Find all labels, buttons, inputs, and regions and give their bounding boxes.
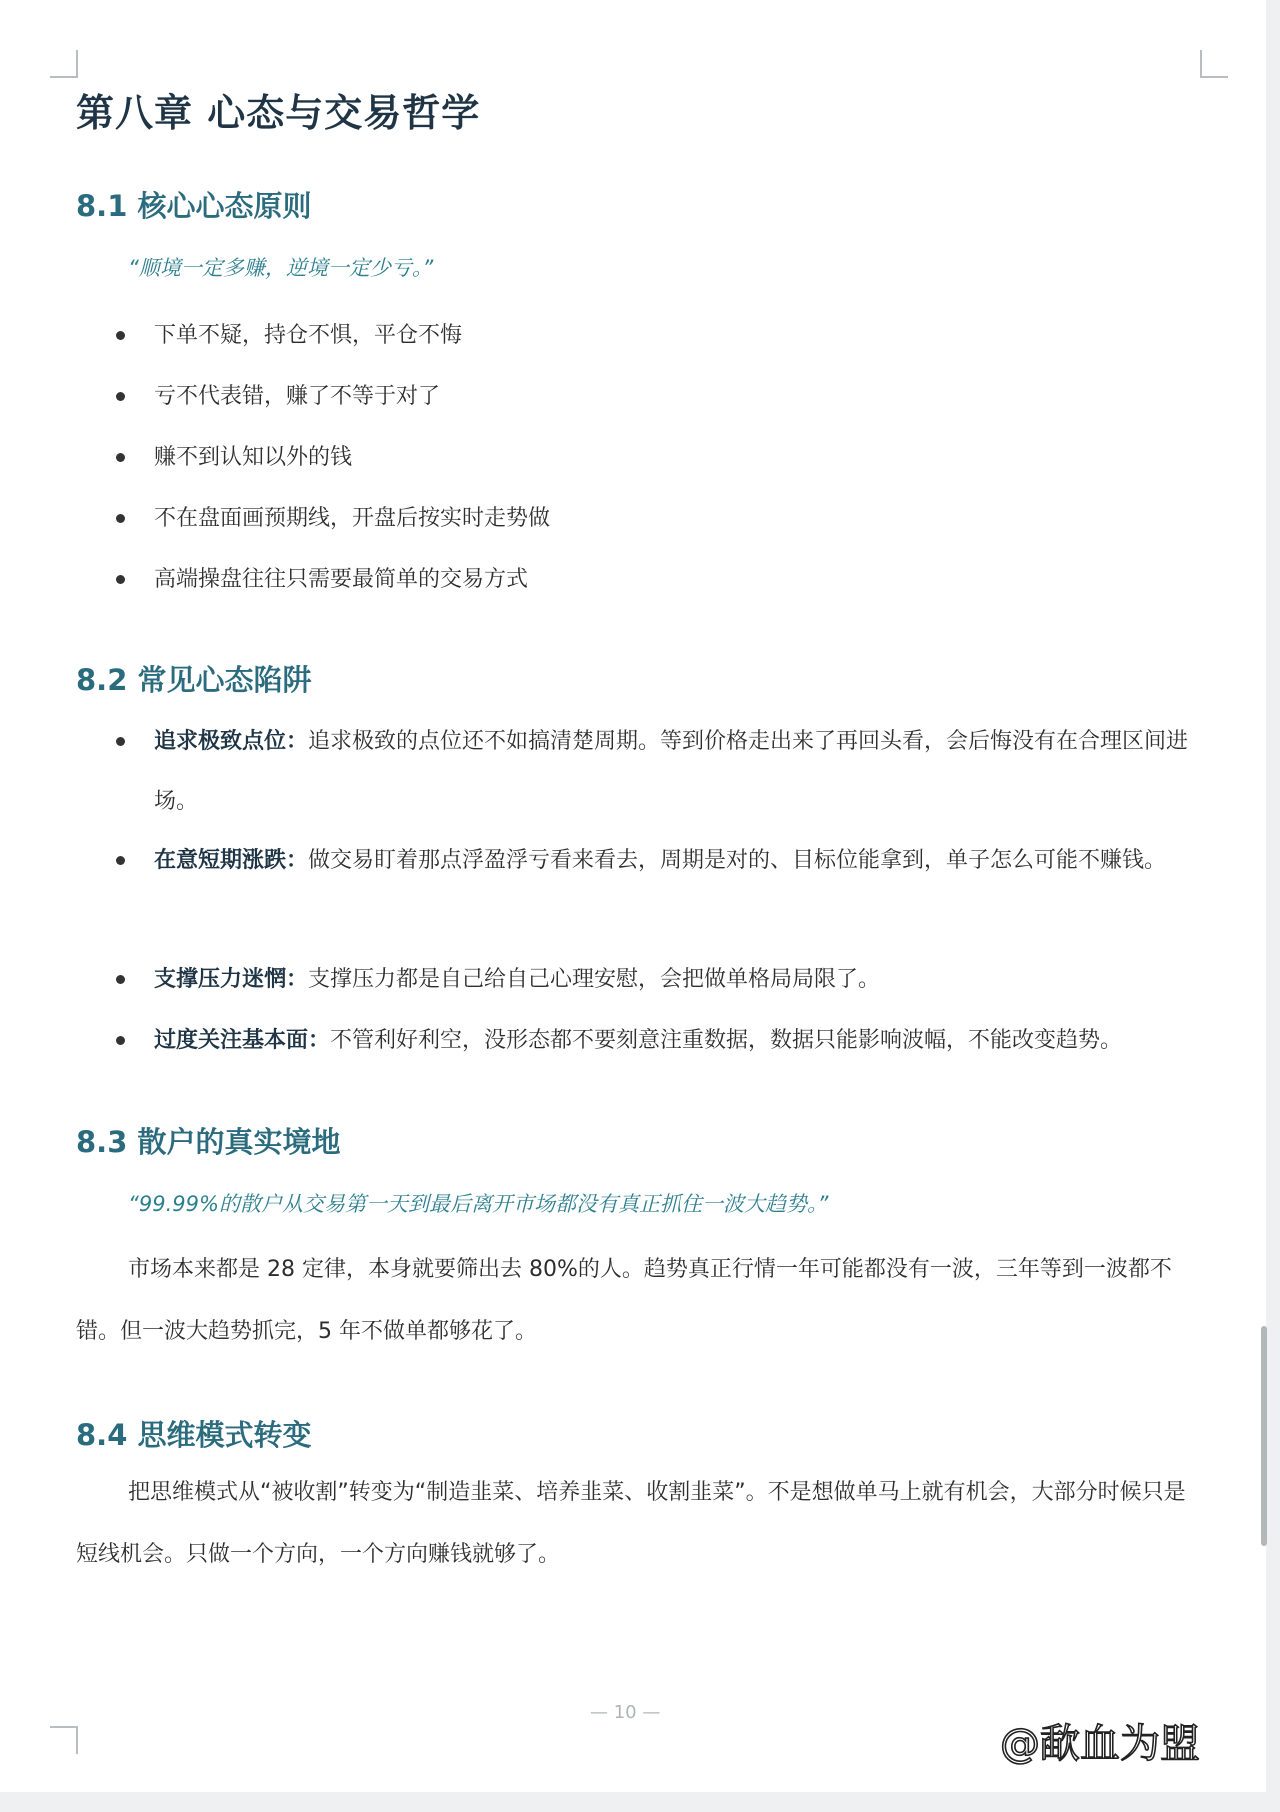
section-heading-8-3: 8.3 散户的真实境地	[76, 1125, 341, 1159]
bullet-dot	[116, 392, 125, 401]
bullet-dot	[116, 514, 125, 523]
bullet-dot	[116, 1036, 125, 1045]
crop-mark-bottom-left	[50, 1726, 78, 1754]
crop-mark-top-left	[50, 50, 78, 78]
trap-text: 追求极致的点位还不如搞清楚周期。等到价格走出来了再回头看，会后悔没有在合理区间进场。	[154, 729, 1189, 814]
trap-term: 追求极致点位：	[154, 729, 309, 754]
crop-mark-top-right	[1200, 50, 1228, 78]
section-quote-8-1: “顺境一定多赚，逆境一定少亏。”	[128, 256, 434, 280]
section-heading-8-4: 8.4 思维模式转变	[76, 1418, 312, 1452]
bullet-dot	[116, 453, 125, 462]
bullet-dot	[116, 975, 125, 984]
trap-term: 支撑压力迷惘：	[154, 967, 309, 992]
trap-text: 支撑压力都是自己给自己心理安慰，会把做单格局局限了。	[308, 967, 881, 992]
chapter-title: 第八章 心态与交易哲学	[76, 91, 481, 135]
section-paragraph-8-3: 市场本来都是 28 定律，本身就要筛出去 80%的人。趋势真正行情一年可能都没有一波，三年等到一波都不错。但一波大趋势抓完，5 年不做单都够花了。	[76, 1257, 1172, 1344]
trap-term: 过度关注基本面：	[154, 1028, 331, 1053]
section-heading-8-1: 8.1 核心心态原则	[76, 189, 312, 223]
section-paragraph-8-4: 把思维模式从“被收割”转变为“制造韭菜、培养韭菜、收割韭菜”。不是想做单马上就有机会，大部分时候只是短线机会。只做一个方向，一个方向赚钱就够了。	[76, 1480, 1186, 1567]
document-page: 第八章 心态与交易哲学 8.1 核心心态原则 “顺境一定多赚，逆境一定少亏。” 下单不疑，持仓不惧，平仓不悔 亏不代表错，赚了不等于对了 赚不到认知以外的钱 不在盘面画预期线，开盘后按实时走势做 高端操盘往往只需要最简单的交易方式 8.2 常见心态陷阱 追求极致点位：追求极致的点位还不如搞清楚周期。等到价格走出来了再回头看，会后悔没有在合理区间进场。 在意短期涨跌：做交易盯着那点浮盈浮亏看来看去，周期是对的、目标位能拿到，单子怎么可能不赚钱。 支撑压力迷惘：支撑压力都是自己给自己心理安慰，会把做单格局局限了。 过度关注基本面：不管利好利空，没形态都不要刻意注重数据，数据只能影响波幅，不能改变趋势。 8.3 散户的真实境地 “99.99%的散户从交易第一天到最后离开市场都没有真正抓住一波大趋势。” 市场本来都是 28 定律，本身就要筛出去 80%的人。趋势真正行情一年可能都没有一波，三年等到一波都不错。但一波大趋势抓完，5 年不做单都够花了。 8.4 思维模式转变 把思维模式从“被收割”转变为“制造韭菜、培养韭菜、收割韭菜”。不是想做单马上就有机会，大部分时候只是短线机会。只做一个方向，一个方向赚钱就够了。 — 10 —	[0, 0, 1262, 1790]
bullet-dot	[116, 856, 125, 865]
bullet-dot	[116, 575, 125, 584]
bullet-dot	[116, 737, 125, 746]
section-quote-8-3: “99.99%的散户从交易第一天到最后离开市场都没有真正抓住一波大趋势。”	[128, 1192, 829, 1216]
trap-text: 不管利好利空，没形态都不要刻意注重数据，数据只能影响波幅，不能改变趋势。	[330, 1028, 1123, 1053]
trap-term: 在意短期涨跌：	[154, 848, 309, 873]
page-gutter-bottom	[0, 1792, 1280, 1812]
page-number: — 10 —	[590, 1702, 661, 1723]
trap-text: 做交易盯着那点浮盈浮亏看来看去，周期是对的、目标位能拿到，单子怎么可能不赚钱。	[308, 848, 1167, 873]
section-heading-8-2: 8.2 常见心态陷阱	[76, 663, 312, 697]
page-gutter-right	[1266, 0, 1280, 1812]
bullet-dot	[116, 331, 125, 340]
watermark-text: @歃血为盟	[1000, 1721, 1200, 1767]
vertical-scrollbar[interactable]	[1261, 1326, 1267, 1546]
